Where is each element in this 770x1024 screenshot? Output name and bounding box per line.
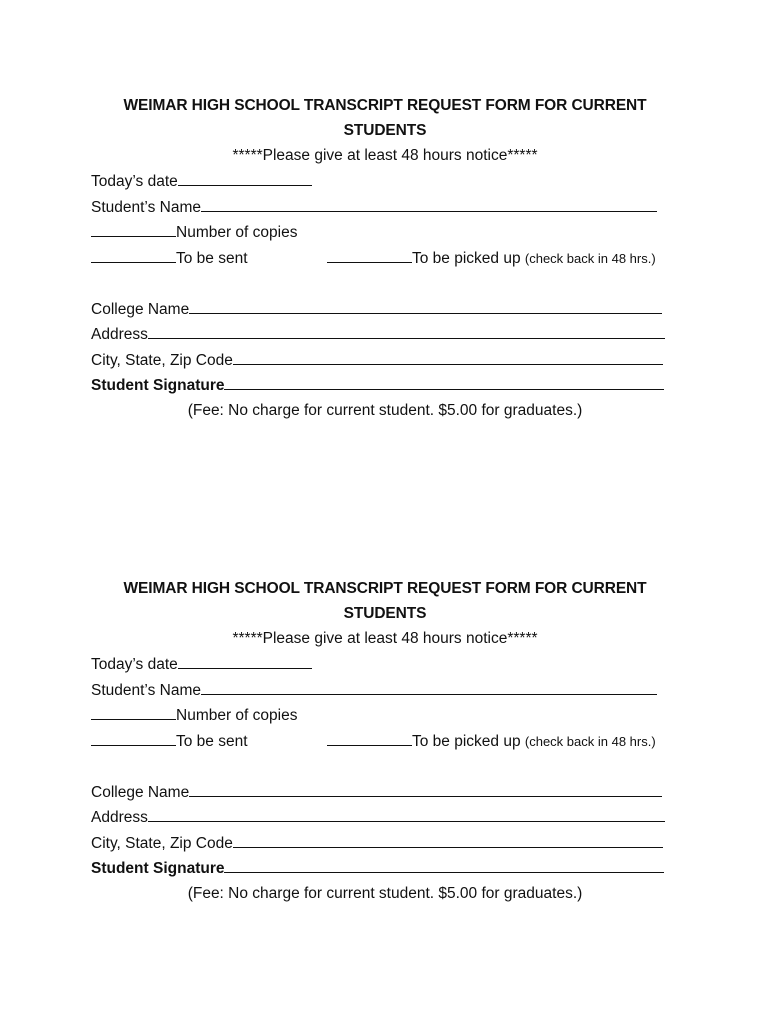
- notice-text: *****Please give at least 48 hours notice*****: [232, 147, 538, 164]
- transcript-request-form-1: [0, 93, 770, 423]
- to-be-sent-label: To be sent: [176, 732, 248, 750]
- student-name-row: [91, 677, 770, 703]
- picked-up-label: To be picked up: [412, 732, 521, 750]
- city-label: City, State, Zip Code: [91, 834, 233, 852]
- picked-up-label: To be picked up: [412, 249, 521, 267]
- todays-date-row: [91, 168, 770, 194]
- todays-date-label: Today’s date: [91, 656, 178, 673]
- todays-date-row: [91, 651, 770, 677]
- college-name-label: College Name: [91, 783, 190, 801]
- form-title: WEIMAR HIGH SCHOOL TRANSCRIPT REQUEST FORM FOR CURRENT STUDENTS: [123, 97, 647, 139]
- picked-up-group: [327, 245, 656, 271]
- form-title: WEIMAR HIGH SCHOOL TRANSCRIPT REQUEST FORM FOR CURRENT STUDENTS: [123, 580, 647, 622]
- city-label: City, State, Zip Code: [91, 351, 233, 369]
- college-name-row: [91, 779, 770, 805]
- signature-label: Student Signature: [91, 860, 225, 877]
- student-name-label: Student’s Name: [91, 681, 201, 699]
- todays-date-label: Today’s date: [91, 173, 178, 190]
- fee-note: (Fee: No charge for current student. $5.00 for graduates.): [187, 884, 583, 902]
- college-name-field[interactable]: [189, 779, 662, 797]
- to-be-sent-field[interactable]: [91, 245, 176, 263]
- signature-field[interactable]: [224, 855, 664, 873]
- city-field[interactable]: [233, 830, 663, 848]
- city-row: [91, 830, 770, 856]
- address-label: Address: [91, 326, 148, 343]
- delivery-row: [91, 728, 770, 754]
- todays-date-field[interactable]: [178, 651, 312, 669]
- student-name-row: [91, 194, 770, 220]
- to-be-sent-field[interactable]: [91, 728, 176, 746]
- signature-row: [91, 372, 770, 398]
- copies-field[interactable]: [91, 219, 176, 237]
- to-be-sent-label: To be sent: [176, 249, 248, 267]
- todays-date-field[interactable]: [178, 168, 312, 186]
- signature-field[interactable]: [224, 372, 664, 390]
- copies-label: Number of copies: [176, 707, 298, 724]
- student-name-field[interactable]: [201, 194, 657, 212]
- signature-label: Student Signature: [91, 377, 225, 394]
- picked-up-note: (check back in 48 hrs.): [524, 250, 656, 266]
- copies-row: [91, 702, 770, 728]
- picked-up-note: (check back in 48 hrs.): [524, 733, 656, 749]
- copies-row: [91, 219, 770, 245]
- address-field[interactable]: [148, 804, 665, 822]
- copies-label: Number of copies: [176, 224, 298, 241]
- signature-row: [91, 855, 770, 881]
- picked-up-field[interactable]: [327, 728, 412, 746]
- transcript-request-form-2: [0, 576, 770, 906]
- city-field[interactable]: [233, 347, 663, 365]
- college-name-row: [91, 296, 770, 322]
- address-row: [91, 321, 770, 347]
- college-name-label: College Name: [91, 300, 190, 318]
- address-field[interactable]: [148, 321, 665, 339]
- student-name-label: Student’s Name: [91, 198, 201, 216]
- college-name-field[interactable]: [189, 296, 662, 314]
- student-name-field[interactable]: [201, 677, 657, 695]
- city-row: [91, 347, 770, 373]
- picked-up-group: [327, 728, 656, 754]
- address-label: Address: [91, 809, 148, 826]
- fee-note: (Fee: No charge for current student. $5.00 for graduates.): [187, 401, 583, 419]
- delivery-row: [91, 245, 770, 271]
- address-row: [91, 804, 770, 830]
- notice-text: *****Please give at least 48 hours notice*****: [232, 630, 538, 647]
- copies-field[interactable]: [91, 702, 176, 720]
- picked-up-field[interactable]: [327, 245, 412, 263]
